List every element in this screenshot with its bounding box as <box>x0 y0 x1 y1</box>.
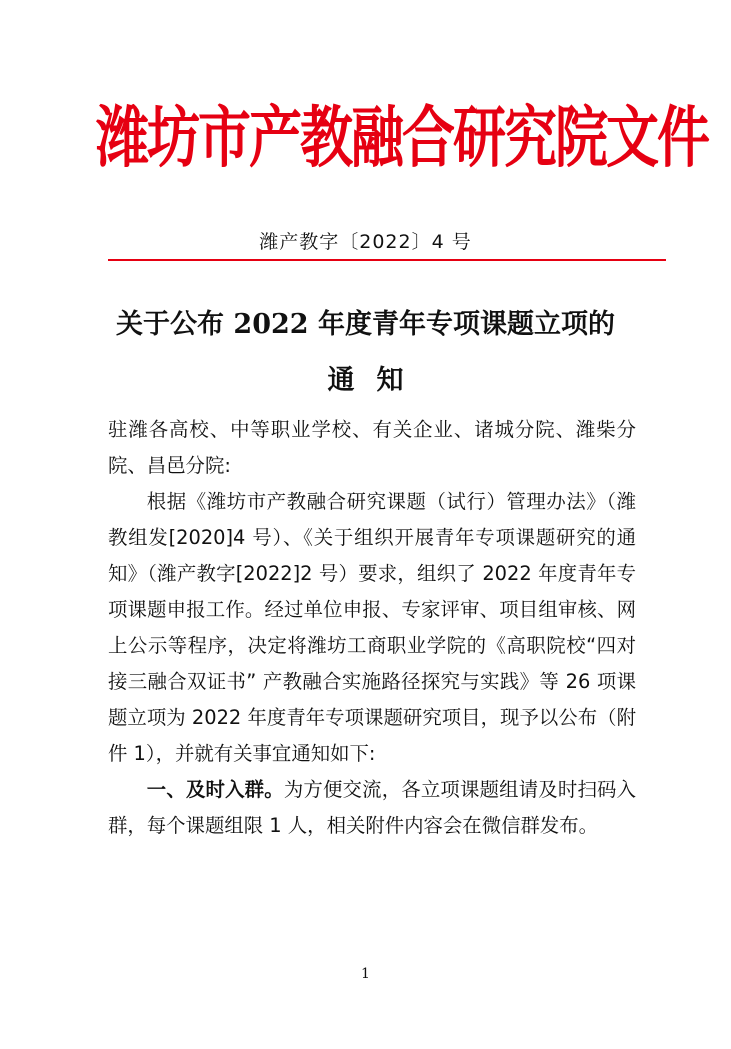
notice-title-line-2: 通知 <box>327 365 426 396</box>
item-1-text: 为方便交流，各立项课题组请及时扫码入群，每个课题组限 1 人，相关附件内容会在微信群发布。 <box>108 778 637 837</box>
page-number: 1 <box>361 966 370 982</box>
item-1-paragraph <box>108 772 636 844</box>
notice-title-line-1: 关于公布 2022 年度青年专项课题立项的 <box>116 309 615 340</box>
main-paragraph: 根据《潍坊市产教融合研究课题（试行）管理办法》（潍教组发[2020]4 号）、《关于组织开展青年专项课题研究的通知》（潍产教字[2022]2 号）要求，组织了 2022 年度青年专项课题申报工作。经过单位申报、专家评审、项目组审核、网上公示等程序，决定将潍坊工商职业学院的《高职院校“四对接三融合双证书” 产教融合实施路径探究与实践》等 26 项课题立项为 2022 年度青年专项课题研究项目，现予以公布（附件 1），并就有关事宜通知如下: <box>108 490 636 765</box>
item-1-heading: 一、及时入群。 <box>146 778 284 801</box>
document-number: 潍产教字〔2022〕4 号 <box>259 231 472 253</box>
header-divider <box>108 259 666 261</box>
recipients-paragraph: 驻潍各高校、中等职业学校、有关企业、诸城分院、潍柴分院、昌邑分院: <box>108 418 636 477</box>
notice-body <box>108 412 636 844</box>
org-header-title: 潍坊市产教融合研究院文件 <box>96 99 708 177</box>
